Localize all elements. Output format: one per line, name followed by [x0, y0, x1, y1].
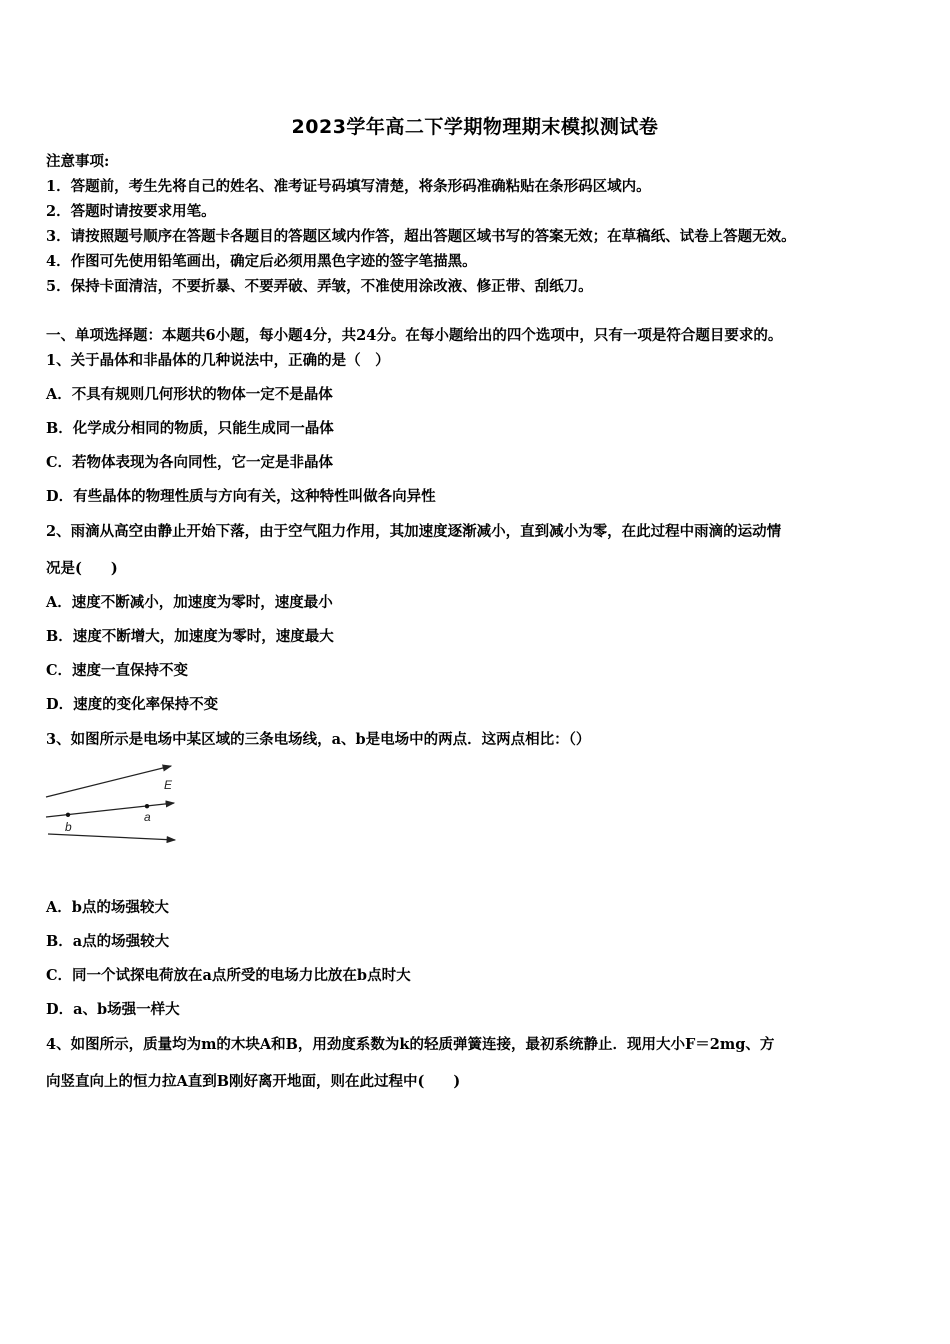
question-4-stem-line1: 4、如图所示，质量均为m的木块A和B，用劲度系数为k的轻质弹簧连接，最初系统静止．现用大小F＝2mg、方 — [46, 1036, 775, 1053]
question-1-option-a: A．不具有规则几何形状的物体一定不是晶体 — [46, 386, 333, 403]
question-2-option-d: D．速度的变化率保持不变 — [46, 696, 219, 713]
field-line-middle — [46, 803, 174, 817]
label-b: b — [65, 820, 72, 834]
question-2-stem-line2: 况是( ) — [46, 560, 118, 577]
question-3-option-a: A．b点的场强较大 — [46, 899, 169, 916]
notice-item-4: 4．作图可先使用铅笔画出，确定后必须用黑色字迹的签字笔描黑。 — [46, 253, 477, 270]
question-3-option-b: B．a点的场强较大 — [46, 933, 170, 950]
question-2-option-c: C．速度一直保持不变 — [46, 662, 189, 679]
question-1-option-d: D．有些晶体的物理性质与方向有关，这种特性叫做各向异性 — [46, 488, 436, 505]
question-3-option-c: C．同一个试探电荷放在a点所受的电场力比放在b点时大 — [46, 967, 411, 984]
notice-heading: 注意事项: — [46, 153, 110, 170]
notice-item-2: 2．答题时请按要求用笔。 — [46, 203, 216, 220]
question-2-option-a: A．速度不断减小，加速度为零时，速度最小 — [46, 594, 333, 611]
notice-item-5: 5．保持卡面清洁，不要折暴、不要弄破、弄皱，不准使用涂改液、修正带、刮纸刀。 — [46, 278, 593, 295]
point-a — [145, 804, 149, 808]
point-b — [66, 813, 70, 817]
question-1-option-b: B．化学成分相同的物质，只能生成同一晶体 — [46, 420, 334, 437]
section-heading: 一、单项选择题：本题共6小题，每小题4分，共24分。在每小题给出的四个选项中，只有一项是符合题目要求的。 — [46, 327, 783, 344]
question-2-option-b: B．速度不断增大，加速度为零时，速度最大 — [46, 628, 334, 645]
notice-item-1: 1．答题前，考生先将自己的姓名、准考证号码填写清楚，将条形码准确粘贴在条形码区域内。 — [46, 178, 651, 195]
field-line-top — [46, 766, 171, 797]
question-2-stem-line1: 2、雨滴从高空由静止开始下落，由于空气阻力作用，其加速度逐渐减小，直到减小为零，在此过程中雨滴的运动情 — [46, 523, 782, 540]
question-3-option-d: D．a、b场强一样大 — [46, 1001, 180, 1018]
label-a: a — [144, 810, 151, 824]
label-e: E — [164, 778, 173, 792]
question-1-stem: 1、关于晶体和非晶体的几种说法中，正确的是（ ） — [46, 352, 390, 369]
page-title: 2023学年高二下学期物理期末模拟测试卷 — [291, 116, 659, 138]
question-1-option-c: C．若物体表现为各向同性，它一定是非晶体 — [46, 454, 334, 471]
question-4-stem-line2: 向竖直向上的恒力拉A直到B刚好离开地面，则在此过程中( ) — [46, 1073, 461, 1090]
notice-item-3: 3．请按照题号顺序在答题卡各题目的答题区域内作答，超出答题区域书写的答案无效；在草稿纸、试卷上答题无效。 — [46, 228, 796, 245]
electric-field-figure — [40, 758, 190, 853]
field-line-bottom — [48, 834, 175, 840]
question-3-stem: 3、如图所示是电场中某区域的三条电场线，a、b是电场中的两点．这两点相比：（） — [46, 731, 591, 748]
